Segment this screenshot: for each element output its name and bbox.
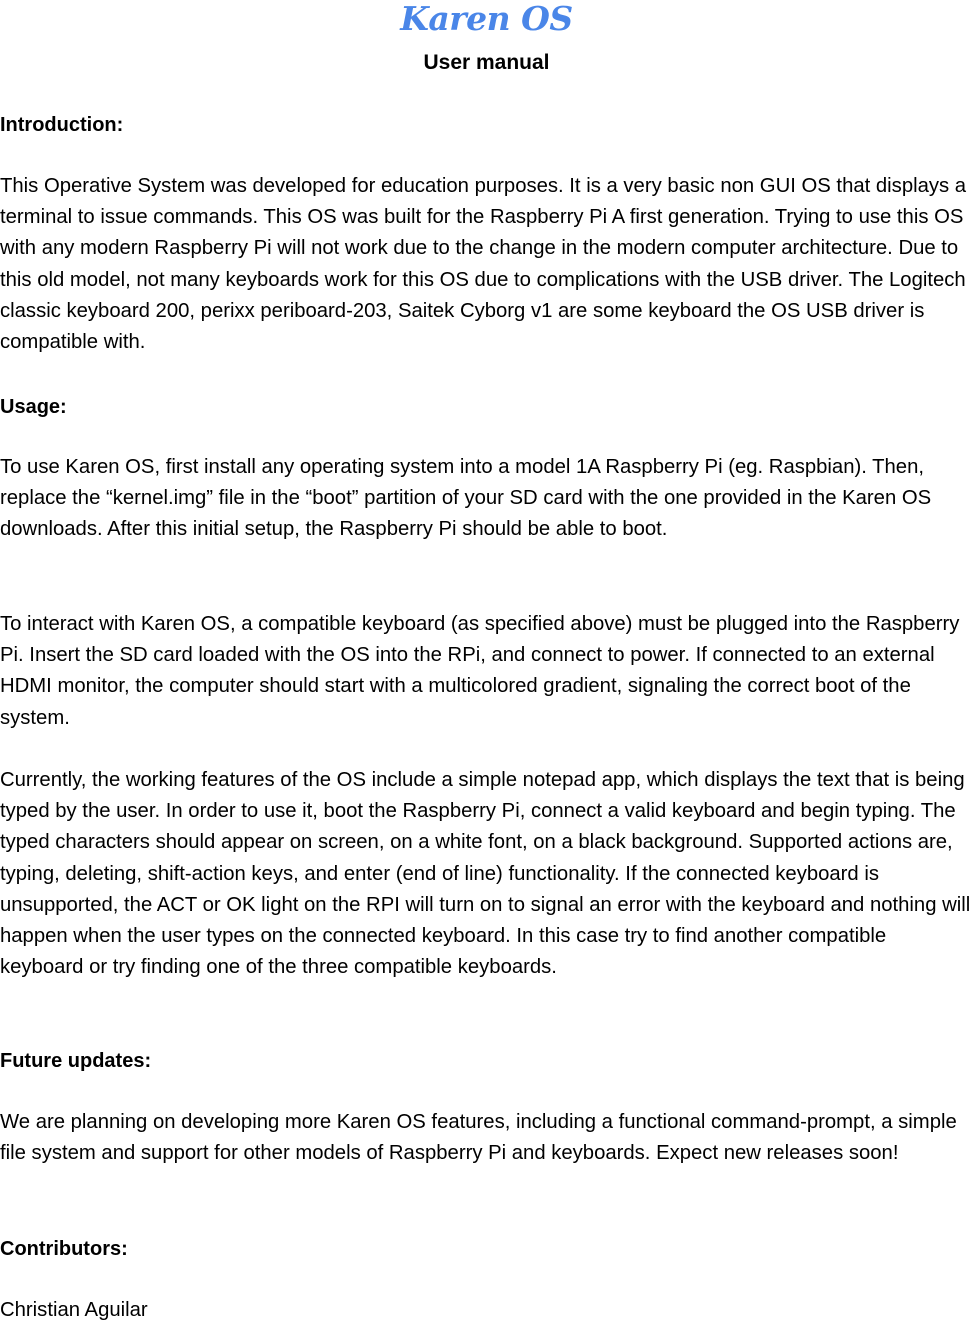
future-updates-paragraph: We are planning on developing more Karen OS features, including a functional command-prompt, a simple file system and support for other models of Raspberry Pi and keyboards. Expect new releases soon!: [0, 1111, 957, 1165]
usage-paragraph-features: Currently, the working features of the OS include a simple notepad app, which displays the text that is being typed by the user. In order to use it, boot the Raspberry Pi, connect a valid keyboard and begin typing. The typed characters should appear on screen, on a white font, on a black background. Supported actions are, typing, deleting, shift-action keys, and enter (end of line) functionality. If the connected keyboard is unsupported, the ACT or OK light on the RPI will turn on to signal an error with the keyboard and nothing will happen when the user types on the connected keyboard. In this case try to find another compatible keyboard or try finding one of the three compatible keyboards.: [0, 769, 971, 979]
heading-introduction: Introduction:: [0, 114, 124, 136]
document-title: Karen OS: [400, 0, 573, 38]
contributor-name: Christian Aguilar: [0, 1299, 148, 1321]
document-subtitle: User manual: [423, 51, 550, 74]
heading-future-updates: Future updates:: [0, 1050, 152, 1072]
usage-paragraph-interact: To interact with Karen OS, a compatible keyboard (as specified above) must be plugged into the Raspberry Pi. Insert the SD card loaded with the OS into the RPi, and connect to power. If connected to an external HDMI monitor, the computer should start with a multicolored gradient, signaling the correct boot of the system.: [0, 613, 960, 729]
heading-usage: Usage:: [0, 396, 67, 418]
usage-paragraph-install: To use Karen OS, first install any operating system into a model 1A Raspberry Pi (eg. Raspbian). Then, replace the “kernel.img” file in the “boot” partition of your SD card with the one provided in the Karen OS downloads. After this initial setup, the Raspberry Pi should be able to boot.: [0, 456, 932, 541]
introduction-paragraph: This Operative System was developed for education purposes. It is a very basic non GUI OS that displays a terminal to issue commands. This OS was built for the Raspberry Pi A first generation. Trying to use this OS with any modern Raspberry Pi will not work due to the change in the modern computer architecture. Due to this old model, not many keyboards work for this OS due to complications with the USB driver. The Logitech classic keyboard 200, perixx periboard-203, Saitek Cyborg v1 are some keyboard the OS USB driver is compatible with.: [0, 175, 967, 354]
heading-contributors: Contributors:: [0, 1238, 128, 1260]
